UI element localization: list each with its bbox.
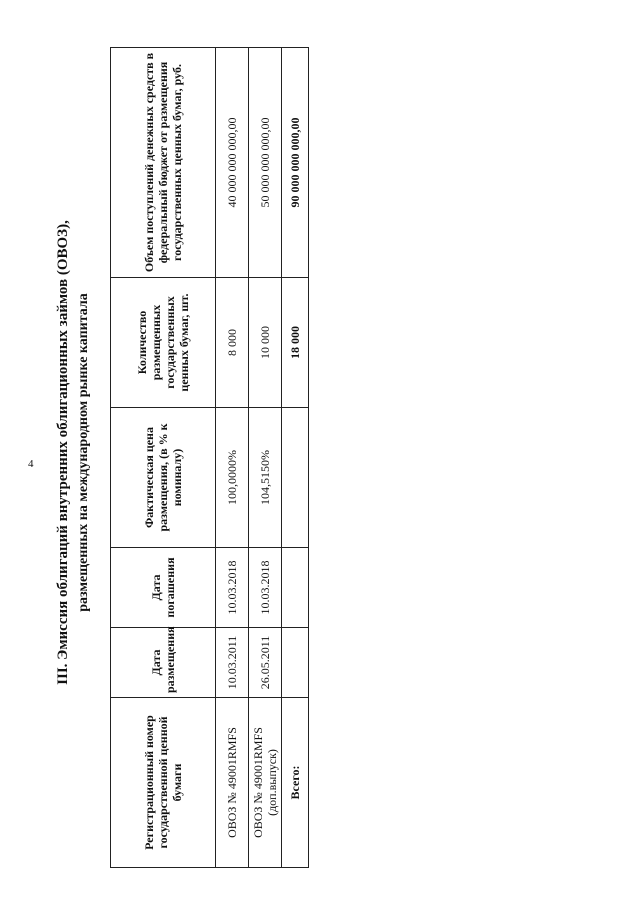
total-amount: 90 000 000 000,00 <box>282 48 309 278</box>
cell-quantity: 10 000 <box>249 278 282 408</box>
cell-registration-number: ОВОЗ № 49001RMFS <box>216 698 249 868</box>
total-empty-cell <box>282 628 309 698</box>
cell-budget-receipts: 40 000 000 000,00 <box>216 48 249 278</box>
cell-actual-price: 100,0000% <box>216 408 249 548</box>
cell-maturity-date: 10.03.2018 <box>216 548 249 628</box>
page-number: 4 <box>28 458 34 470</box>
cell-quantity: 8 000 <box>216 278 249 408</box>
total-quantity: 18 000 <box>282 278 309 408</box>
cell-placement-date: 10.03.2011 <box>216 628 249 698</box>
cell-maturity-date: 10.03.2018 <box>249 548 282 628</box>
header-quantity: Количество размещенных государственных ценных бумаг, шт. <box>111 278 216 408</box>
cell-actual-price: 104,5150% <box>249 408 282 548</box>
total-label: Всего: <box>282 698 309 868</box>
section-subtitle: размещенных на международном рынке капитала <box>76 293 91 612</box>
header-maturity-date: Дата погашения <box>111 548 216 628</box>
cell-placement-date: 26.05.2011 <box>249 628 282 698</box>
header-registration-number: Регистрационный номер государственной ценной бумаги <box>111 698 216 868</box>
header-placement-date: Дата размещения <box>111 628 216 698</box>
table-row <box>216 48 249 868</box>
table-total-row <box>282 48 309 868</box>
header-budget-receipts: Объем поступлений денежных средств в федеральный бюджет от размещения государственных ценных бумаг, руб. <box>111 48 216 278</box>
total-empty-cell <box>282 408 309 548</box>
header-actual-price: Фактическая цена размещения, (в % к номиналу) <box>111 408 216 548</box>
cell-budget-receipts: 50 000 000 000,00 <box>249 48 282 278</box>
cell-registration-number: ОВОЗ № 49001RMFS (доп.выпуск) <box>249 698 282 868</box>
section-title: III. Эмиссия облигаций внутренних облигационных займов (ОВОЗ), <box>55 220 71 685</box>
table-row <box>249 48 282 868</box>
bonds-table <box>110 47 309 868</box>
total-empty-cell <box>282 548 309 628</box>
table-header-row <box>111 48 216 868</box>
